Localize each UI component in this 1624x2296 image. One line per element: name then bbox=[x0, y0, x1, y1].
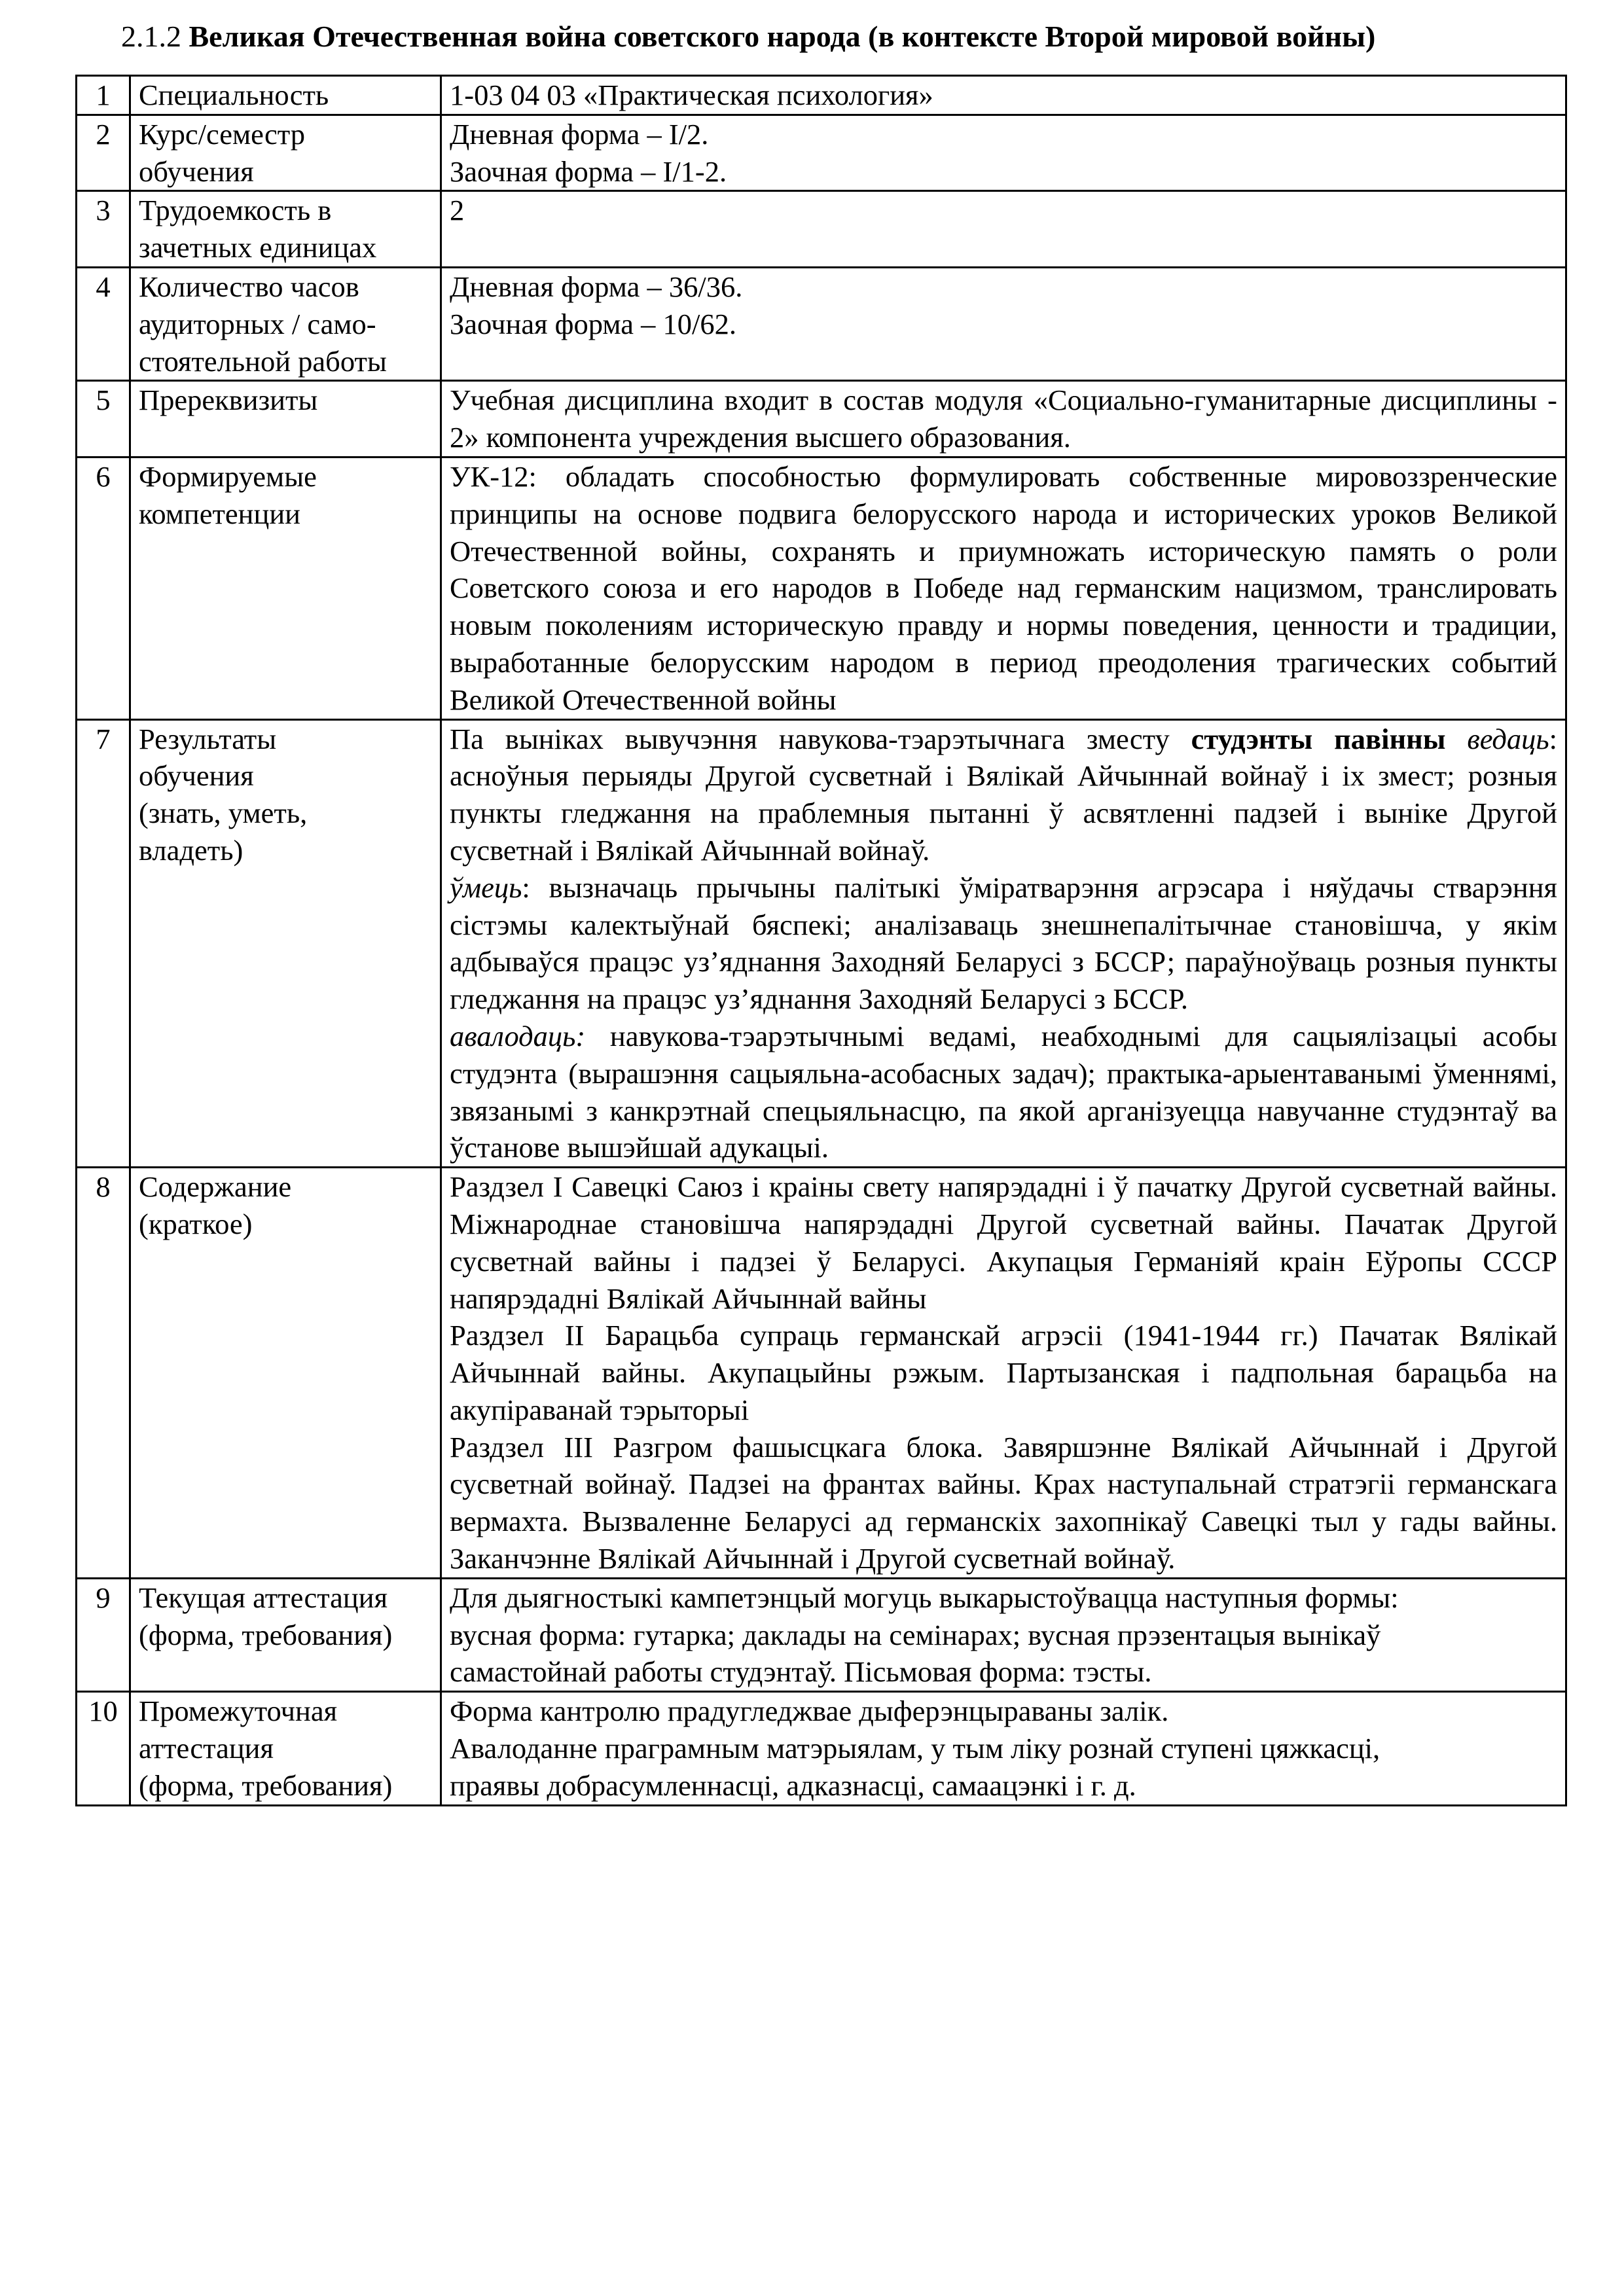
learning-outcomes-own: авалодаць: навукова-тэарэтычнымі ведамі, неабходнымі для сацыялізацыі асобы студэнта (вырашэння сацыяльна-асобасных задач); практыка-арыентаванымі ўменнямі, звязанымі з канкрэтнай спецыяльнасцю, па якой арганізуецца навучанне студэнтаў ва ўстанове вышэйшай адукацыі. bbox=[450, 1019, 1557, 1164]
table-row bbox=[77, 267, 1566, 380]
table-row bbox=[77, 115, 1566, 191]
row-content: 2 bbox=[441, 191, 1566, 268]
table-row bbox=[77, 457, 1566, 719]
learning-outcomes-know: Па выніках вывучэння навукова-тэарэтычнага зместу студэнты павінны ведаць: асноўныя перыяды Другой сусветнай і Вялікай Айчыннай войнаў і іх змест; розныя пункты гледжання на праблемныя пытанні ў асвятленні падзей і выніке Другой сусветнай і Вялікай Айчыннай войнаў. bbox=[450, 722, 1557, 867]
row-number: 6 bbox=[77, 457, 130, 719]
row-label: Трудоемкость в зачетных единицах bbox=[130, 191, 441, 268]
section-number: 2.1.2 bbox=[121, 20, 181, 53]
row-number: 4 bbox=[77, 267, 130, 380]
section-heading bbox=[121, 13, 1594, 60]
table-row bbox=[77, 1692, 1566, 1805]
row-label: Количество часов аудиторных / само- стоятельной работы bbox=[130, 267, 441, 380]
row-label: Формируемые компетенции bbox=[130, 457, 441, 719]
row-content: Дневная форма – 36/36. Заочная форма – 10/62. bbox=[441, 267, 1566, 380]
row-content: Для дыягностыкі кампетэнцый могуць выкарыстоўвацца наступныя формы: вусная форма: гутарка; даклады на семінарах; вусная прэзентацыя вынікаў самастойнай работы студэнтаў. Пісьмовая форма: тэсты. bbox=[441, 1578, 1566, 1691]
section-title: Великая Отечественная война советского народа (в контексте Второй мировой войны) bbox=[189, 20, 1376, 53]
row-label: Текущая аттестация (форма, требования) bbox=[130, 1578, 441, 1691]
row-content: 1-03 04 03 «Практическая психология» bbox=[441, 76, 1566, 115]
row-label: Специальность bbox=[130, 76, 441, 115]
content-section-1: Раздзел I Савецкі Саюз і краіны свету напярэдадні і ў пачатку Другой сусветнай вайны. Міжнароднае становішча напярэдадні Другой сусветнай вайны. Пачатак Другой сусветнай вайны і падзеі ў Беларусі. Акупацыя Германіяй краін Еўропы СССР напярэдадні Вялікай Айчыннай вайны bbox=[450, 1170, 1557, 1315]
row-number: 9 bbox=[77, 1578, 130, 1691]
syllabus-table bbox=[75, 75, 1567, 1806]
learning-outcomes-can: ўмець: вызначаць прычыны палітыкі ўміратварэння агрэсара і няўдачы стварэння сістэмы калектыўнай бяспекі; аналізаваць знешнепалітычнае становішча, у якім адбываўся працэс уз’яднання Заходняй Беларусі з БССР; параўноўваць розныя пункты гледжання на працэс уз’яднання Заходняй Беларусі з БССР. bbox=[450, 870, 1557, 1016]
row-number: 2 bbox=[77, 115, 130, 191]
row-number: 1 bbox=[77, 76, 130, 115]
row-label: Результаты обучения (знать, уметь, владеть) bbox=[130, 719, 441, 1168]
row-content bbox=[441, 719, 1566, 1168]
row-label: Курс/семестр обучения bbox=[130, 115, 441, 191]
table-row bbox=[77, 719, 1566, 1168]
row-content: Дневная форма – I/2. Заочная форма – I/1-2. bbox=[441, 115, 1566, 191]
row-content: Форма кантролю прадугледжвае дыферэнцыраваны залік. Авалоданне праграмным матэрыялам, у тым ліку рознай ступені цяжкасці, праявы добрасумленнасці, адказнасці, самаацэнкі і г. д. bbox=[441, 1692, 1566, 1805]
row-number: 10 bbox=[77, 1692, 130, 1805]
row-content bbox=[441, 1168, 1566, 1579]
row-label: Пререквизиты bbox=[130, 381, 441, 457]
row-label: Содержание (краткое) bbox=[130, 1168, 441, 1579]
table-row bbox=[77, 381, 1566, 457]
row-content: УК-12: обладать способностью формулировать собственные мировоззренческие принципы на основе подвига белорусского народа и исторических уроков Великой Отечественной войны, сохранять и приумножать историческую память о роли Советского союза и его народов в Победе над германским нацизмом, транслировать новым поколениям историческую правду и нормы поведения, ценности и традиции, выработанные белорусским народом в период преодоления трагических событий Великой Отечественной войны bbox=[441, 457, 1566, 719]
row-number: 5 bbox=[77, 381, 130, 457]
table-row bbox=[77, 191, 1566, 268]
row-number: 8 bbox=[77, 1168, 130, 1579]
table-row bbox=[77, 1578, 1566, 1691]
content-section-3: Раздзел III Разгром фашысцкага блока. Завяршэнне Вялікай Айчыннай і Другой сусветнай войнаў. Падзеі на франтах вайны. Крах наступальнай стратэгіі германскага вермахта. Вызваленне Беларусі ад германскіх захопнікаў Савецкі тыл у гады вайны. Заканчэнне Вялікай Айчыннай і Другой сусветнай войнаў. bbox=[450, 1430, 1557, 1575]
row-content: Учебная дисциплина входит в состав модуля «Социально-гуманитарные дисциплины - 2» компонента учреждения высшего образования. bbox=[441, 381, 1566, 457]
content-section-2: Раздзел II Барацьба супраць германскай агрэсіі (1941-1944 гг.) Пачатак Вялікай Айчыннай вайны. Акупацыйны рэжым. Партызанская і падпольная барацьба на акупіраванай тэрыторыі bbox=[450, 1319, 1557, 1426]
row-number: 3 bbox=[77, 191, 130, 268]
row-label: Промежуточная аттестация (форма, требования) bbox=[130, 1692, 441, 1805]
table-row bbox=[77, 1168, 1566, 1579]
row-number: 7 bbox=[77, 719, 130, 1168]
table-row bbox=[77, 76, 1566, 115]
